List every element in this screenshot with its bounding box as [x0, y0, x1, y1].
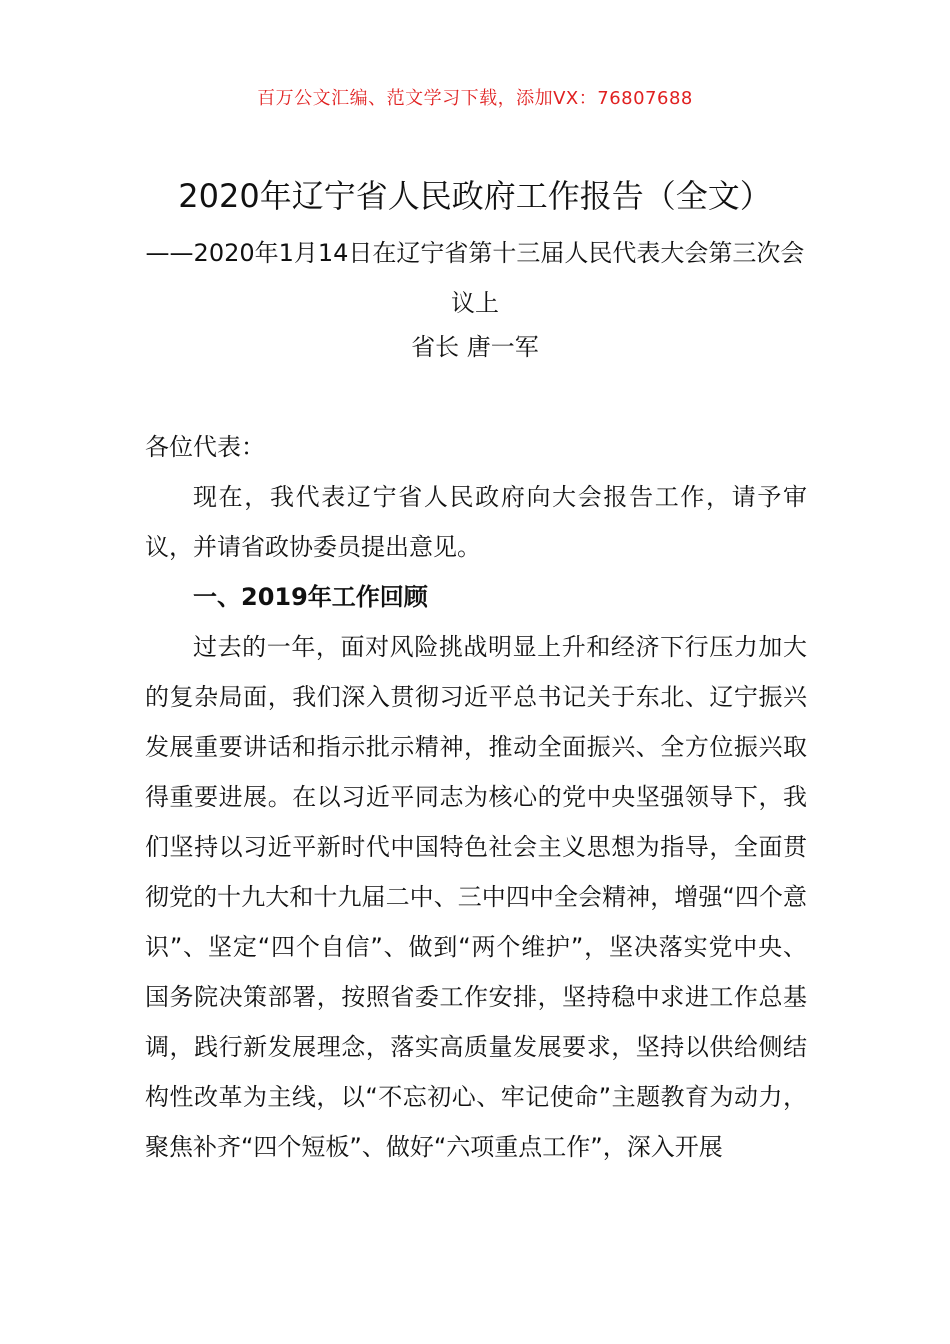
salutation: 各位代表： — [145, 433, 265, 461]
intro-paragraph: 现在，我代表辽宁省人民政府向大会报告工作，请予审议，并请省政协委员提出意见。 — [145, 483, 807, 561]
page-title: 2020年辽宁省人民政府工作报告（全文） — [178, 177, 772, 215]
header-banner: 百万公文汇编、范文学习下载，添加VX：76807688 — [257, 88, 693, 109]
subtitle: ——2020年1月14日在辽宁省第十三届人民代表大会第三次会议上 — [145, 239, 805, 317]
review-paragraph: 过去的一年，面对风险挑战明显上升和经济下行压力加大的复杂局面，我们深入贯彻习近平总书记关于东北、辽宁振兴发展重要讲话和指示批示精神，推动全面振兴、全方位振兴取得重要进展。在以习近平同志为核心的党中央坚强领导下，我们坚持以习近平新时代中国特色社会主义思想为指导，全面贯彻党的十九大和十九届二中、三中四中全会精神，增强“四个意识”、坚定“四个自信”、做到“两个维护”，坚决落实党中央、国务院决策部署，按照省委工作安排，坚持稳中求进工作总基调，践行新发展理念，落实高质量发展要求，坚持以供给侧结构性改革为主线，以“不忘初心、牢记使命”主题教育为动力，聚焦补齐“四个短板”、做好“六项重点工作”，深入开展 — [145, 633, 807, 1161]
document-body — [145, 422, 807, 1172]
section-heading: 一、2019年工作回顾 — [193, 583, 428, 611]
author-line: 省长 唐一军 — [411, 333, 539, 361]
